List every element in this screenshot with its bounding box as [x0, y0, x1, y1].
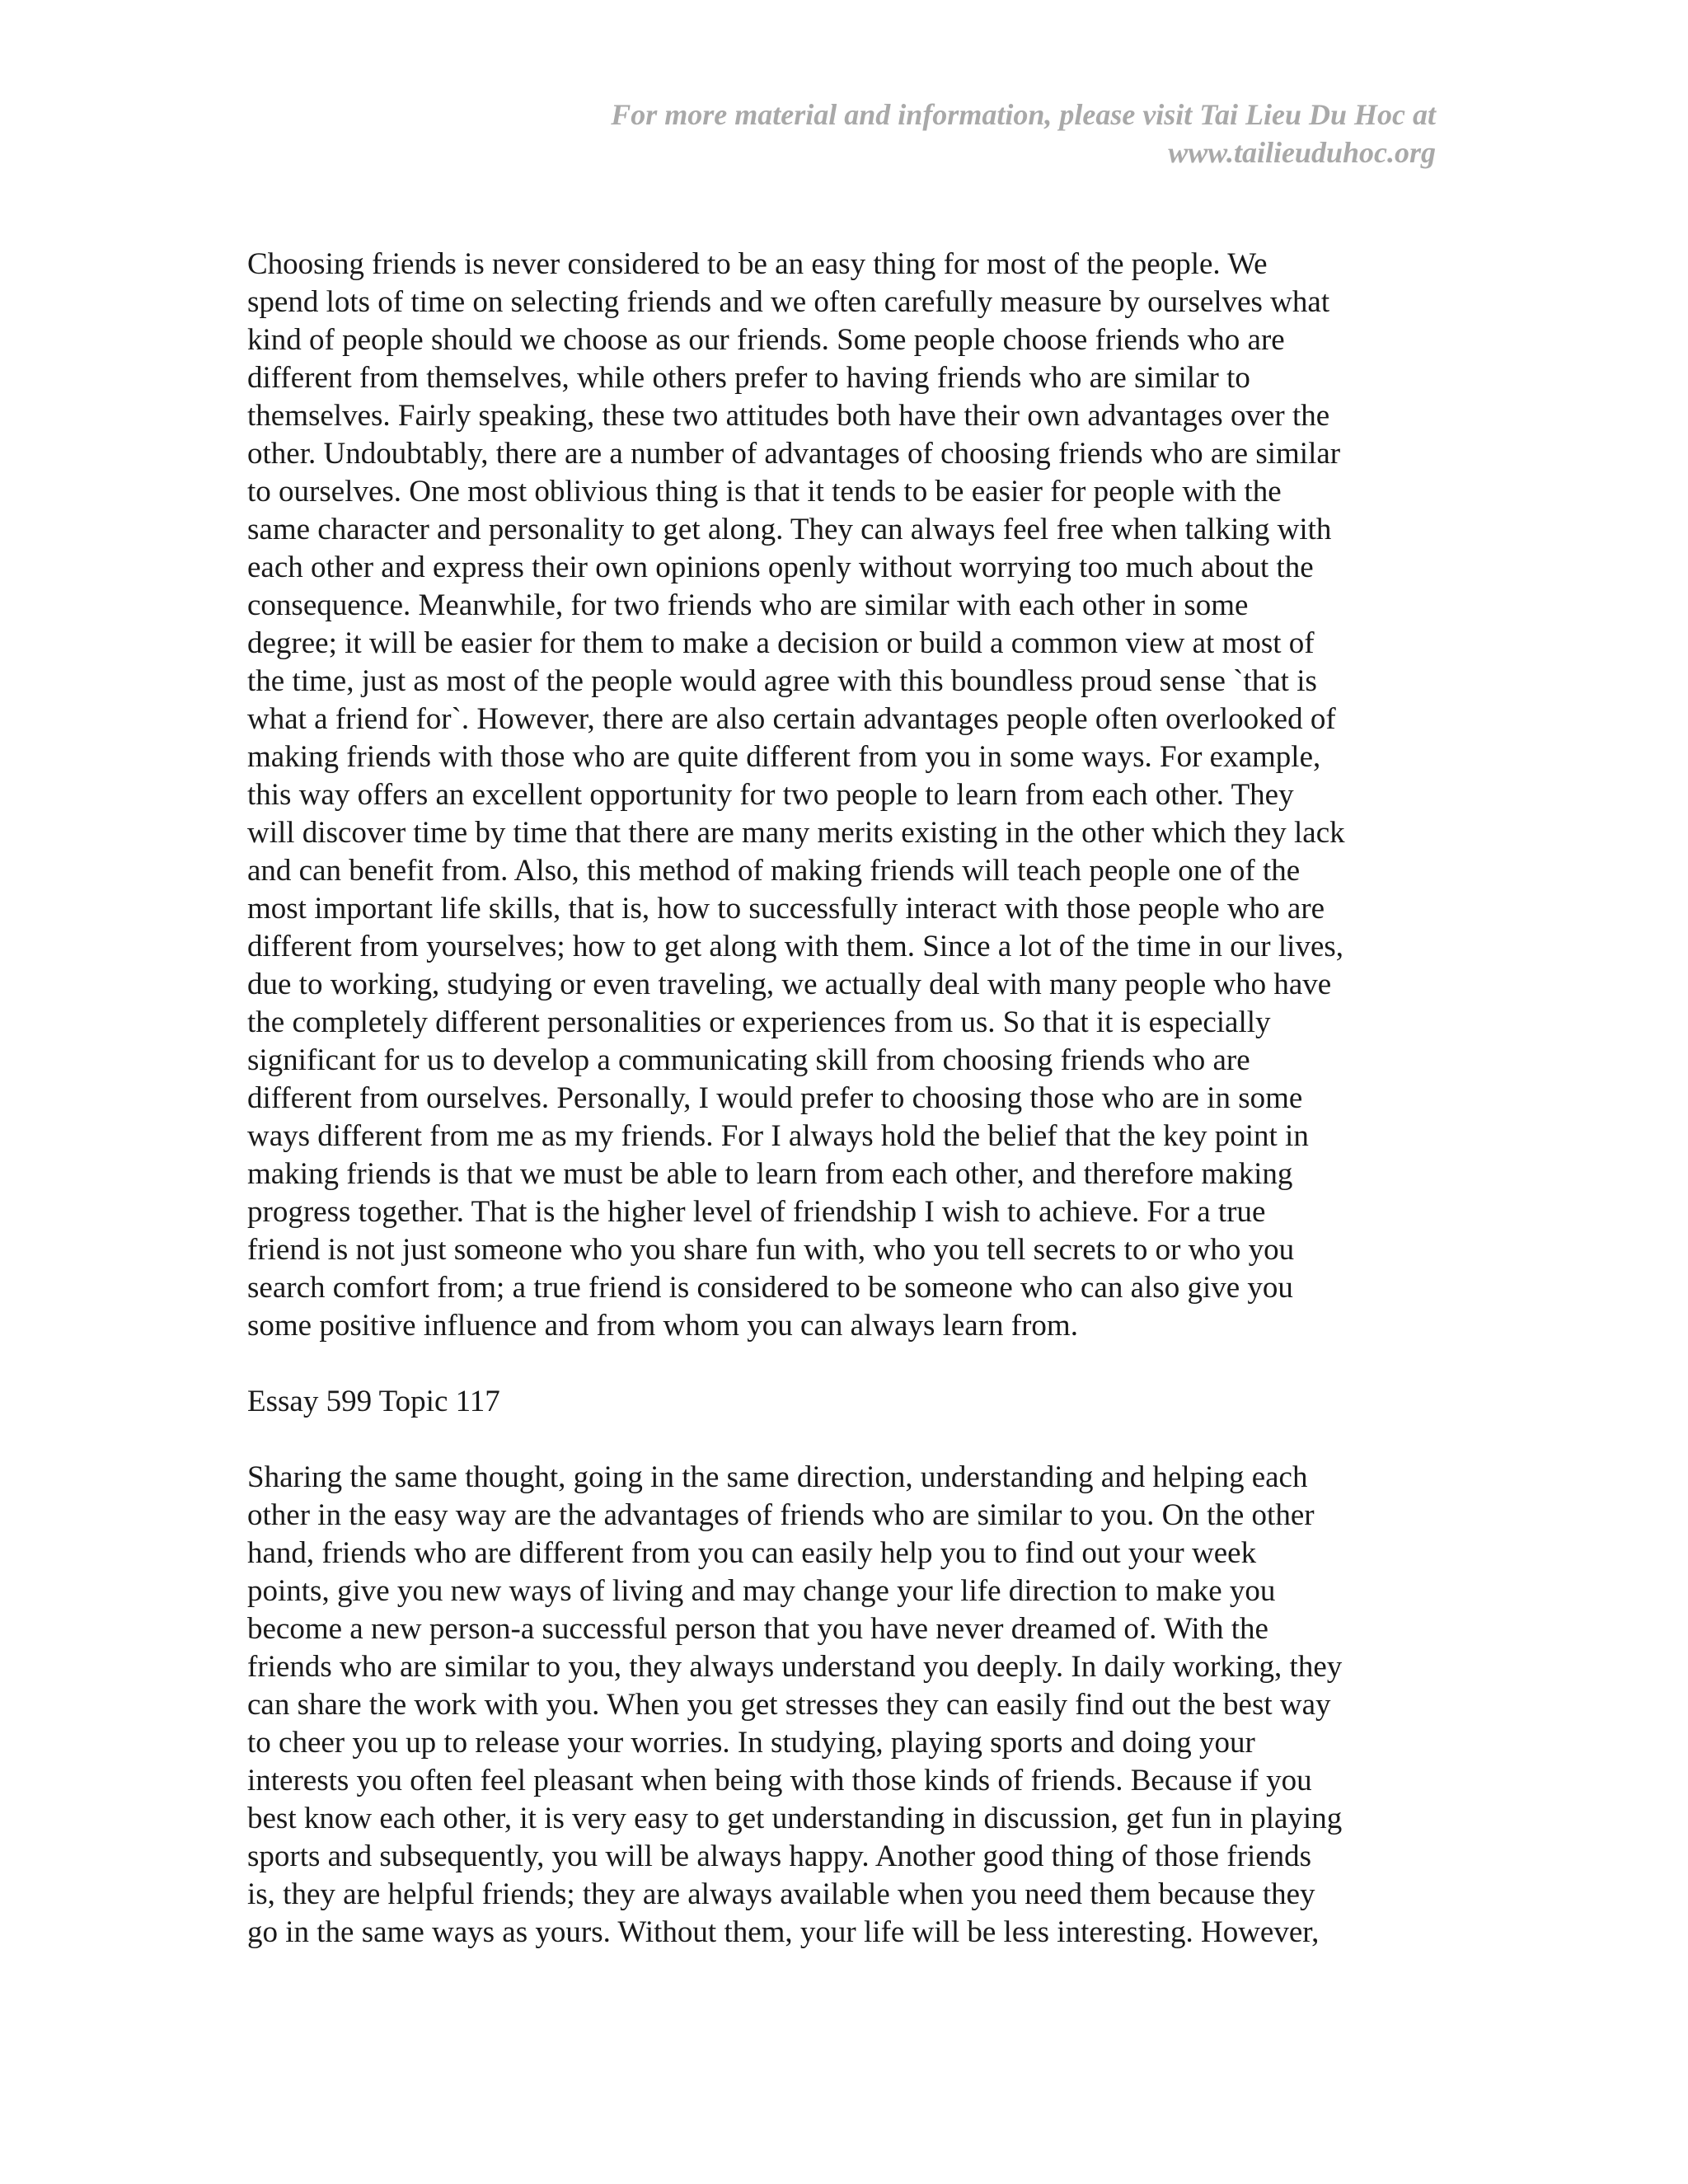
- text-line: making friends with those who are quite different from you in some ways. For example,: [247, 740, 1321, 774]
- essay-heading: Essay 599 Topic 117: [247, 1385, 500, 1418]
- text-line: friends who are similar to you, they always understand you deeply. In daily working, they: [247, 1650, 1343, 1684]
- text-line: hand, friends who are different from you can easily help you to find out your week: [247, 1536, 1257, 1570]
- text-line: different from ourselves. Personally, I would prefer to choosing those who are in some: [247, 1081, 1303, 1115]
- text-line: spend lots of time on selecting friends and we often carefully measure by ourselves what: [247, 285, 1330, 319]
- text-line: become a new person-a successful person that you have never dreamed of. With the: [247, 1612, 1268, 1646]
- text-line: ways different from me as my friends. For I always hold the belief that the key point in: [247, 1119, 1309, 1153]
- text-line: interests you often feel pleasant when being with those kinds of friends. Because if you: [247, 1764, 1312, 1797]
- paragraph-2: [247, 1459, 1436, 1952]
- text-line: significant for us to develop a communicating skill from choosing friends who are: [247, 1043, 1250, 1077]
- text-line: the time, just as most of the people would agree with this boundless proud sense `that is: [247, 664, 1317, 698]
- text-line: making friends is that we must be able to learn from each other, and therefore making: [247, 1157, 1293, 1191]
- text-line: Sharing the same thought, going in the same direction, understanding and helping each: [247, 1460, 1308, 1494]
- text-line: due to working, studying or even traveling, we actually deal with many people who have: [247, 968, 1332, 1001]
- text-line: what a friend for`. However, there are also certain advantages people often overlooked of: [247, 702, 1336, 736]
- text-line: friend is not just someone who you share fun with, who you tell secrets to or who you: [247, 1233, 1295, 1267]
- text-line: can share the work with you. When you get stresses they can easily find out the best way: [247, 1688, 1331, 1722]
- text-line: some positive influence and from whom you can always learn from.: [247, 1309, 1078, 1343]
- paragraph-1: [247, 246, 1436, 1345]
- text-line: each other and express their own opinions openly without worrying too much about the: [247, 551, 1314, 584]
- text-line: most important life skills, that is, how to successfully interact with those people who are: [247, 892, 1325, 926]
- text-line: sports and subsequently, you will be always happy. Another good thing of those friends: [247, 1840, 1312, 1873]
- text-line: consequence. Meanwhile, for two friends who are similar with each other in some: [247, 588, 1249, 622]
- text-line: themselves. Fairly speaking, these two attitudes both have their own advantages over the: [247, 399, 1330, 433]
- text-line: points, give you new ways of living and may change your life direction to make you: [247, 1574, 1276, 1608]
- text-line: is, they are helpful friends; they are always available when you need them because they: [247, 1877, 1315, 1911]
- text-line: other in the easy way are the advantages of friends who are similar to you. On the other: [247, 1498, 1315, 1532]
- page-header: [447, 96, 1436, 171]
- text-line: best know each other, it is very easy to get understanding in discussion, get fun in playing: [247, 1802, 1343, 1835]
- header-line-1: For more material and information, please visit Tai Lieu Du Hoc at: [611, 98, 1436, 131]
- text-line: the completely different personalities or experiences from us. So that it is especially: [247, 1005, 1271, 1039]
- text-line: to ourselves. One most oblivious thing is that it tends to be easier for people with the: [247, 475, 1282, 509]
- text-line: go in the same ways as yours. Without them, your life will be less interesting. However,: [247, 1915, 1320, 1949]
- text-line: progress together. That is the higher level of friendship I wish to achieve. For a true: [247, 1195, 1266, 1229]
- text-line: different from themselves, while others prefer to having friends who are similar to: [247, 361, 1250, 395]
- essay-body: [247, 246, 1436, 1952]
- text-line: to cheer you up to release your worries. In studying, playing sports and doing your: [247, 1726, 1255, 1760]
- text-line: will discover time by time that there are many merits existing in the other which they lack: [247, 816, 1345, 850]
- text-line: same character and personality to get along. They can always feel free when talking with: [247, 513, 1332, 546]
- text-line: this way offers an excellent opportunity for two people to learn from each other. They: [247, 778, 1294, 812]
- text-line: different from yourselves; how to get along with them. Since a lot of the time in our lives,: [247, 930, 1344, 963]
- text-line: degree; it will be easier for them to make a decision or build a common view at most of: [247, 626, 1315, 660]
- text-line: kind of people should we choose as our friends. Some people choose friends who are: [247, 323, 1285, 357]
- header-line-2: www.tailieuduhoc.org: [1168, 136, 1436, 169]
- text-line: and can benefit from. Also, this method of making friends will teach people one of the: [247, 854, 1301, 888]
- text-line: Choosing friends is never considered to be an easy thing for most of the people. We: [247, 247, 1268, 281]
- text-line: other. Undoubtably, there are a number of advantages of choosing friends who are similar: [247, 437, 1341, 471]
- text-line: search comfort from; a true friend is considered to be someone who can also give you: [247, 1271, 1293, 1305]
